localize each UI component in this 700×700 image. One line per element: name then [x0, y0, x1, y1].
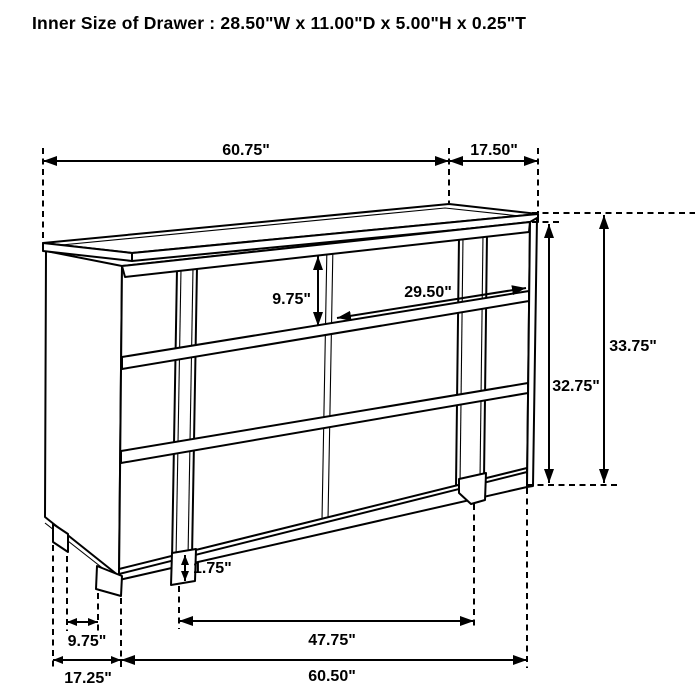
- dim-drawer-height-label: 9.75": [272, 291, 311, 308]
- dim-case-height: [532, 222, 600, 483]
- dim-feet-span-label: 47.75": [308, 632, 356, 649]
- dim-overall-height: [527, 213, 695, 485]
- dim-overall-height-label: 33.75": [609, 338, 657, 355]
- dim-top-depth: [449, 142, 538, 213]
- diagram-title: Inner Size of Drawer : 28.50"W x 11.00"D x 5.00"H x 0.25"T: [32, 13, 527, 33]
- dim-drawer-width-label: 29.50": [404, 284, 452, 301]
- dim-base-width-label: 60.50": [308, 668, 356, 685]
- dim-case-height-label: 32.75": [552, 378, 600, 395]
- dim-foot-height-label: 1.75": [193, 560, 232, 577]
- dim-top-depth-label: 17.50": [470, 142, 518, 159]
- dim-foot-gap-label: 9.75": [67, 633, 107, 650]
- trim-left: [172, 267, 197, 560]
- dim-top-width-label: 60.75": [222, 142, 270, 159]
- dim-base-depth-label: 17.25": [64, 670, 112, 687]
- dresser-illustration: [43, 204, 538, 596]
- trim-right: [456, 234, 487, 486]
